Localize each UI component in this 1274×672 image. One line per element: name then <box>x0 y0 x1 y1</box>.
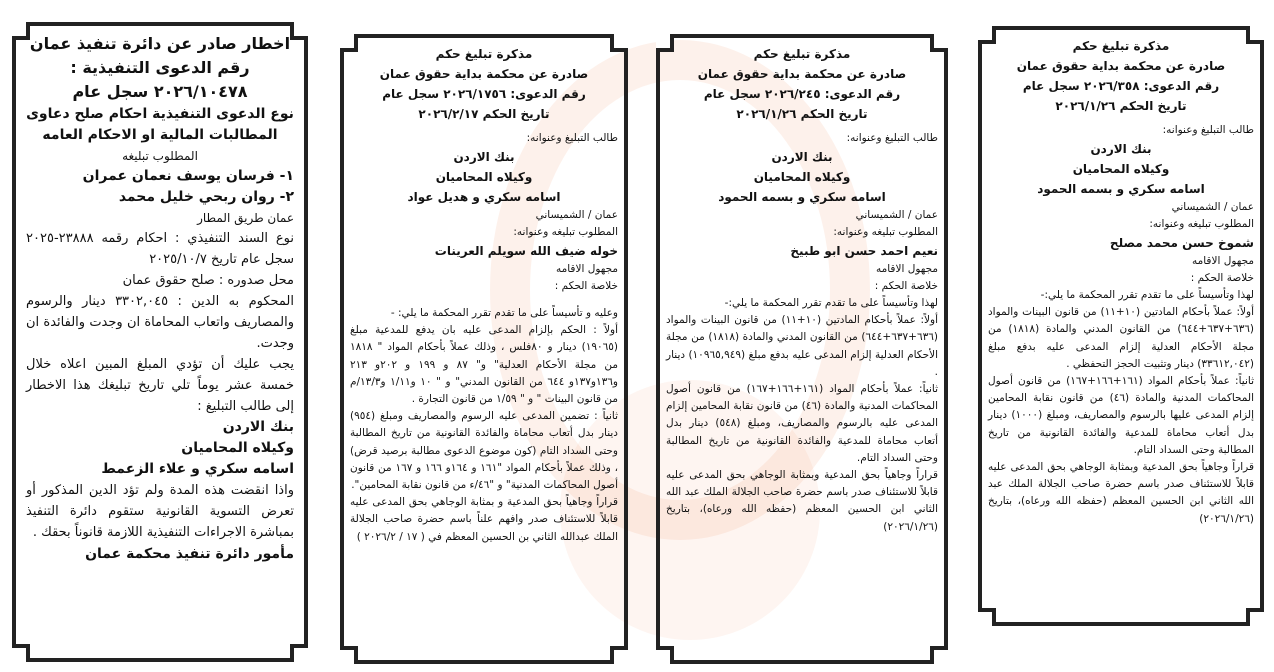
judgment-paragraph: ثانياً: عملاً بأحكام المواد (١٦١+١٦٦+١٦٧) من قانون أصول المحاكمات المدنية والمادة (٤٦) من قانون نقابة المحامين إلزام المدعى عليها بالرسوم والمصاريف، ومبلغ (١٠٠٠) دينار بدل أتعاب محاماة للمدعية والفائدة القانونية من تاريخ المطالبة وحتى السداد التام. <box>988 375 1255 456</box>
warning-text: واذا انقضت هذه المدة ولم تؤد الدين المذكور أو تعرض التسوية القانونية ستقوم دائرة التنفيذ بمباشرة الاجراءات التنفيذية اللازمة قانوناً بحقك . <box>26 483 294 540</box>
notice-title: اخطار صادر عن دائرة تنفيذ عمان <box>29 34 291 53</box>
judgment-paragraph: قراراً وجاهياً بحق المدعية وبمثابة الوجاهي بحق المدعى عليه قابلاً للاستئناف صدر باسم حضرة صاحب الجلالة الملك عبد الله الثاني ابن الحسين المعظم (حفظه الله ورعاه)، بتاريخ (٢٠٢٦/١/٢٦) <box>666 469 938 533</box>
requester-bank: بنك الاردن <box>1090 142 1152 156</box>
requester-city: عمان / الشميساني <box>855 209 938 221</box>
judgment-notice-358 <box>978 26 1264 626</box>
judgment-paragraph: لهذا وتأسيساً على ما تقدم تقرر المحكمة ما يلي:- <box>724 297 938 309</box>
requester-lawyers: اسامه سكري و علاء الزعمط <box>101 461 294 477</box>
body-line: محل صدوره : صلح حقوق عمان <box>122 273 294 288</box>
target-name: خوله ضيف الله سويلم العرينات <box>434 244 618 258</box>
judgment-paragraph: قراراً وجاهياً بحق المدعية وبمثابة الوجاهي بحق المدعى عليه قابلاً للاستئناف صدر باسم حضرة صاحب الجلالة الملك عبد الله الثاني ابن الحسين المعظم (حفظه الله ورعاه)، بتاريخ (٢٠٢٦/١/٢٦) <box>988 461 1254 525</box>
judgment-notice-245 <box>656 34 948 664</box>
case-number: رقم الدعوى: ٢٠٢٦/٣٥٨ سجل عام <box>1022 79 1220 93</box>
judgment-date: تاريخ الحكم ٢٠٢٦/١/٢٦ <box>1055 99 1187 113</box>
court-name: صادرة عن محكمة بداية حقوق عمان <box>379 67 589 81</box>
judgment-paragraph: قراراً وجاهياً بحق المدعية و بمثابة الوجاهي بحق المدعى عليه قابلاً للاستئناف صدر وافهم علناً باسم حضرة صاحب الجلالة الملك عبدالله الثاني بن الحسين المعظم في ( ١٧ / ٢٠٢٦/٢ ) <box>350 496 618 543</box>
requester-lawyers: اسامه سكري و بسمه الحمود <box>1037 182 1205 196</box>
case-number: رقم الدعوى: ٢٠٢٦/٢٤٥ سجل عام <box>703 87 901 101</box>
requester-label: طالب التبليغ وعنوانه: <box>846 132 938 144</box>
requester-agents: وكيلاه المحاميان <box>1072 162 1170 176</box>
requester-city: عمان / الشميساني <box>1171 201 1254 213</box>
requested-label: المطلوب تبليغه <box>122 149 198 163</box>
summary-label: خلاصة الحكم : <box>1190 272 1254 284</box>
notice-heading: مذكرة تبليغ حكم <box>753 47 851 61</box>
judgment-date: تاريخ الحكم ٢٠٢٦/١/٢٦ <box>736 107 868 121</box>
requester-city: عمان / الشميساني <box>535 209 618 221</box>
court-name: صادرة عن محكمة بداية حقوق عمان <box>1016 59 1226 73</box>
judgment-paragraph: لهذا وتأسيساً على ما تقدم تقرر المحكمة ما يلي:- <box>1040 289 1254 301</box>
judgment-notice-1756 <box>340 34 628 664</box>
judgment-date: تاريخ الحكم ٢٠٢٦/٢/١٧ <box>418 107 550 121</box>
judgment-paragraph: أولاً: عملاً بأحكام المادتين (١٠+١١) من قانون البينات والمواد (٦٣٦+٦٣٧+٦٤٤) من القانون المدني والمادة (١٨١٨) من مجلة الأحكام العدلية إلزام المدعى عليه بدفع مبلغ (١٠٩٦٥,٩٤٩) دينار . <box>666 314 938 378</box>
notice-heading: مذكرة تبليغ حكم <box>1072 39 1170 53</box>
case-number: رقم الدعوى: ٢٠٢٦/١٧٥٦ سجل عام <box>382 87 586 101</box>
execution-notice <box>12 22 308 662</box>
target-name: نعيم احمد حسن ابو طبيخ <box>790 244 938 258</box>
person-1: ١- فرسان يوسف نعمان عمران <box>82 168 294 184</box>
body-line: يجب عليك أن تؤدي المبلغ المبين اعلاه خلال خمسة عشر يوماً تلي تاريخ تبليغك هذا الاخطار إلى طالب التبليغ : <box>26 357 294 414</box>
judgment-paragraph: ثانياً : تضمين المدعى عليه الرسوم والمصاريف ومبلغ (٩٥٤) دينار بدل أتعاب محاماة والفائدة القانونية من تاريخ المطالبة وحتى السداد التام (كون موضوع الدعوى مطالبة برصيد قرض) ، وذلك عملاً بأحكام المواد "١٦١ و ١٦٤و ١٦٦ و ١٦٧ من قانون أصول المحاكمات المدنية" و "٤٦/ء من قانون نقابة المحامين". <box>350 410 618 492</box>
case-number: ٢٠٢٦/١٠٤٧٨ سجل عام <box>72 82 248 101</box>
summary-label: خلاصة الحكم : <box>554 280 618 292</box>
body-line: المحكوم به الدين : ٣٣٠٢,٠٤٥ دينار والرسوم والمصاريف واتعاب المحاماة ان وجدت والفائدة ان وجدت. <box>26 294 294 351</box>
residence-status: مجهول الاقامه <box>875 263 938 275</box>
case-label: رقم الدعوى التنفيذية : <box>70 58 250 77</box>
case-type: نوع الدعوى التنفيذية احكام صلح دعاوى المطالبات المالية او الاحكام العامه <box>26 106 294 143</box>
judgment-paragraph: ثانياً: عملاً بأحكام المواد (١٦١+١٦٦+١٦٧) من قانون أصول المحاكمات المدنية والمادة (٤٦) من قانون نقابة المحامين إلزام المدعى عليه بالرسوم والمصاريف، ومبلغ (٥٤٨) دينار بدل أتعاب محاماة للمدعية والفائدة القانونية من تاريخ المطالبة وحتى السداد التام. <box>666 383 939 464</box>
signature: مأمور دائرة تنفيذ محكمة عمان <box>85 546 294 562</box>
residence-status: مجهول الاقامه <box>555 263 618 275</box>
residence-status: مجهول الاقامه <box>1191 255 1254 267</box>
requester-bank: بنك الاردن <box>453 150 515 164</box>
address: عمان طريق المطار <box>197 211 294 225</box>
judgment-paragraph: وعليه و تأسيساً على ما تقدم تقرر المحكمة ما يلي: - <box>390 307 618 319</box>
summary-label: خلاصة الحكم : <box>874 280 938 292</box>
requester-bank: بنك الاردن <box>771 150 833 164</box>
body-line: نوع السند التنفيذي : احكام رقمه ٢٣٨٨٨-٢٠٢٥ سجل عام تاريخ ٢٠٢٥/١٠/٧ <box>26 231 294 267</box>
target-name: شموخ حسن محمد مصلح <box>1109 236 1254 250</box>
judgment-paragraph: أولاً : الحكم بإلزام المدعى عليه بان يدفع للمدعية مبلغ (١٩٠٦٥) دينار و ٨٠فلس ، وذلك عملاً بأحكام المواد " ١٨١٨ من مجلة الأحكام العدلية" و" ٨٧ و ١٩٩ و ٢٠٢و ٢١٣ و١٣٦و١٣٧و ٦٤٤ من القانون المدني" و " ١٠ و١/١١ و١٣/٣/م من قانون البينات " و " ١/٥٩ من قانون التجارة . <box>350 324 618 406</box>
requester-agents: وكيلاه المحاميان <box>181 440 294 456</box>
requester-label: طالب التبليغ وعنوانه: <box>526 132 618 144</box>
target-label: المطلوب تبليغه وعنوانه: <box>1149 218 1254 230</box>
requester-label: طالب التبليغ وعنوانه: <box>1162 124 1254 136</box>
notice-heading: مذكرة تبليغ حكم <box>435 47 533 61</box>
requester-agents: وكيلاه المحاميان <box>753 170 851 184</box>
person-2: ٢- روان ربحي خليل محمد <box>118 189 294 205</box>
requester-bank: بنك الاردن <box>222 419 294 435</box>
requester-lawyers: اسامه سكري و بسمه الحمود <box>718 190 886 204</box>
target-label: المطلوب تبليغه وعنوانه: <box>833 226 938 238</box>
court-name: صادرة عن محكمة بداية حقوق عمان <box>697 67 907 81</box>
judgment-paragraph: أولاً: عملاً بأحكام المادتين (١٠+١١) من قانون البينات والمواد (٦٣٦+٦٣٧+٦٤٤) من القانون المدني والمادة (١٨١٨) من مجلة الأحكام العدلية إلزام المدعى عليه بدفع مبلغ (٣٣٦١٢,٠٤٢) دينار وتثبيت الحجز التحفظي . <box>988 306 1254 370</box>
requester-agents: وكيلاه المحاميان <box>435 170 533 184</box>
requester-lawyers: اسامه سكري و هديل عواد <box>407 190 561 204</box>
target-label: المطلوب تبليغه وعنوانه: <box>513 226 618 238</box>
